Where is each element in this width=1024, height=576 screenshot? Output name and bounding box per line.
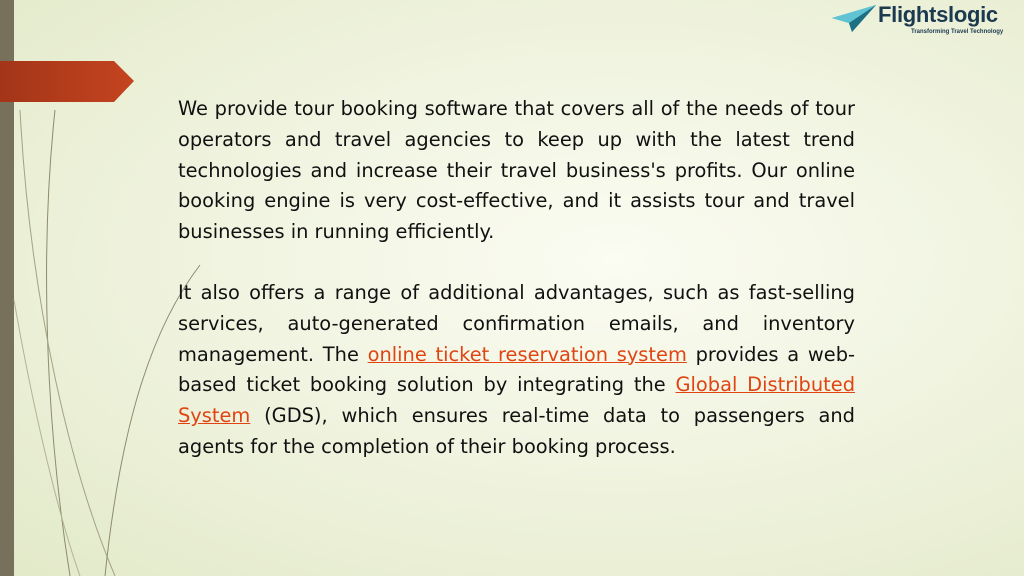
logo-name: Flightslogic (878, 2, 998, 27)
paragraph-text-2: provides a web-based ticket booking solution by integrating the (178, 342, 855, 397)
paragraph-intro: We provide tour booking software that covers all of the needs of tour operators and travel agencies to keep up with the latest trend technologies and increase their travel business's profits. Our online booking engine is very cost-effective, and it assists tour and travel businesses in running efficiently. (178, 97, 855, 244)
logo-tagline: Transforming Travel Technology (911, 29, 1004, 35)
paragraph-advantages (178, 278, 855, 463)
paragraph-text-3: (GDS), which ensures real-time data to passengers and agents for the completion of their booking process. (178, 404, 855, 458)
main-content (178, 94, 855, 463)
online-ticket-reservation-link[interactable]: online ticket reservation system (367, 342, 687, 366)
flightslogic-logo[interactable] (832, 2, 1016, 38)
red-arrow-tab (0, 61, 134, 102)
paper-plane-icon (832, 5, 876, 33)
paragraph-text-1: It also offers a range of additional advantages, such as fast-selling services, auto-generated confirmation emails, and inventory management. The (178, 280, 855, 366)
global-distributed-system-link[interactable]: Global Distributed System (178, 373, 855, 428)
